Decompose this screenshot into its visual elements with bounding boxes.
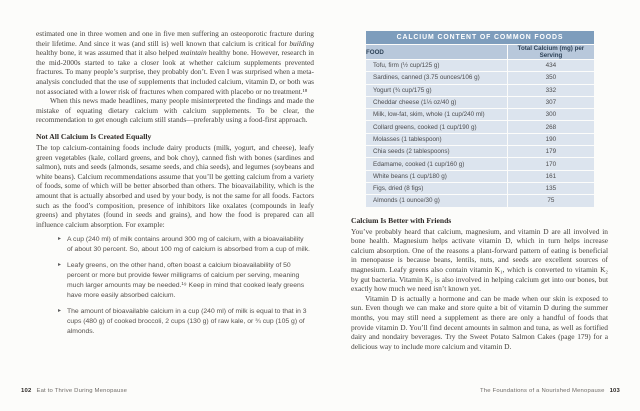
calcium-value-cell: 75	[507, 195, 594, 207]
calcium-value-cell: 268	[507, 121, 594, 133]
food-cell: Cheddar cheese (1⅓ oz/40 g)	[366, 96, 507, 108]
table-row	[366, 72, 594, 84]
bullet-text: Leafy greens, on the other hand, often boast a calcium bioavailability of 50 percent or more but provide fewer milligrams of calcium per serving, meaning much larger amounts may be needed.¹⁹ Keep in mind that cooked leafy greens have more easily absorbed calcium.	[67, 262, 305, 299]
table-row	[366, 121, 594, 133]
table-row	[366, 133, 594, 145]
bullet-text: The amount of bioavailable calcium in a cup (240 ml) of milk is equal to that in 3 cups (480 g) of cooked broccoli, 2 cups (130 g) of raw kale, or ¾ cup (105 g) of almonds.	[67, 307, 307, 335]
paragraph-headlines: When this news made headlines, many people misinterpreted the findings and made the mistake of equating dietary calcium with calcium supplements. To be clear, the recommendation to get enough calcium still stands—preferably using a food-first approach.	[36, 96, 314, 125]
table-title: CALCIUM CONTENT OF COMMON FOODS	[366, 31, 594, 45]
table-row	[366, 60, 594, 72]
calcium-content-table	[366, 31, 594, 207]
bullet-item	[58, 307, 310, 337]
page-number-right: 103	[609, 388, 620, 394]
italic-word-maintain: maintain	[180, 48, 207, 58]
bullet-arrow-icon: ▸	[58, 236, 62, 243]
calcium-value-cell: 179	[507, 146, 594, 158]
table-column-header-row	[366, 45, 594, 60]
bullet-item	[58, 235, 310, 255]
food-cell: Tofu, firm (½ cup/125 g)	[366, 60, 507, 72]
calcium-value-cell: 300	[507, 109, 594, 121]
calcium-value-cell: 135	[507, 182, 594, 194]
table-row	[366, 158, 594, 170]
bullet-arrow-icon: ▸	[58, 262, 62, 269]
food-cell: Edamame, cooked (1 cup/160 g)	[366, 158, 507, 170]
right-page	[351, 31, 608, 351]
table-row	[366, 109, 594, 121]
right-page-footer	[480, 388, 620, 394]
italic-word-building: building	[289, 38, 314, 48]
column-header-total-calcium: Total Calcium (mg) per Serving	[507, 45, 594, 60]
food-cell: Collard greens, cooked (1 cup/190 g)	[366, 121, 507, 133]
food-cell: Figs, dried (8 figs)	[366, 182, 507, 194]
table-row	[366, 182, 594, 194]
table-row	[366, 84, 594, 96]
column-header-food: FOOD	[366, 45, 507, 60]
bullet-item	[58, 261, 310, 301]
calcium-examples-bullet-list	[36, 235, 314, 336]
calcium-value-cell: 161	[507, 170, 594, 182]
page-number-left: 102	[21, 388, 32, 394]
calcium-value-cell: 332	[507, 84, 594, 96]
food-cell: Almonds (1 ounce/30 g)	[366, 195, 507, 207]
book-title: Eat to Thrive During Menopause	[36, 388, 128, 394]
food-cell: Milk, low-fat, skim, whole (1 cup/240 ml)	[366, 109, 507, 121]
paragraph-text: healthy bone, it was assumed that it also helped	[36, 48, 181, 58]
food-cell: White beans (1 cup/180 g)	[366, 170, 507, 182]
table-row	[366, 195, 594, 207]
food-cell: Yogurt (¾ cup/175 g)	[366, 84, 507, 96]
paragraph-text: healthy bone. However, research in the mid-2000s started to take a closer look at whether calcium supplements prevented fractures. To many people’s surprise, they probably don’t. Even I was surprised when a meta-analysis concluded that the use of supplements that included calcium, vitamin D, or both was not associated with a lower risk of fractures when compared with placebo or no treatment.¹⁸	[36, 48, 314, 96]
section-heading-not-all-calcium: Not All Calcium Is Created Equally	[36, 131, 152, 141]
paragraph-calcium-research	[36, 29, 314, 96]
calcium-value-cell: 434	[507, 60, 594, 72]
calcium-value-cell: 190	[507, 133, 594, 145]
food-cell: Molasses (1 tablespoon)	[366, 133, 507, 145]
table-title-row	[366, 31, 594, 45]
food-cell: Sardines, canned (3.75 ounces/106 g)	[366, 72, 507, 84]
left-page	[36, 29, 314, 343]
chapter-title: The Foundations of a Nourished Menopause	[479, 388, 605, 394]
food-cell: Chia seeds (2 tablespoons)	[366, 146, 507, 158]
bullet-text: A cup (240 ml) of milk contains around 300 mg of calcium, with a bioavailability of about 30 percent. So, about 100 mg of calcium is absorbed from a cup of milk.	[67, 236, 310, 254]
paragraph-top-calcium-foods: The top calcium-containing foods include dairy products (milk, yogurt, and cheese), leafy green vegetables (kale, collard greens, and bok choy), canned fish with bones (sardines and salmon), nuts and seeds (almonds, sesame seeds, and chia seeds), and legumes (soybeans and white beans). Calcium recommendations assume that you’ll be getting calcium from a variety of foods, some of which will be better absorbed than others. The bioavailability, which is the amount that is actually absorbed and used by your body, is not the same for all foods. Factors such as the food’s composition, presence of inhibitors like oxalates (compounds in leafy greens) and phytates (found in seeds and grains), and how the food is prepared can all influence calcium absorption. For example:	[36, 143, 314, 229]
bullet-arrow-icon: ▸	[58, 307, 62, 314]
table-row	[366, 146, 594, 158]
paragraph-vitamin-d: Vitamin D is actually a hormone and can be made when our skin is exposed to sun. Even though we can make and store quite a bit of vitamin D during the summer months, you may still need a supplement as there are only a handful of foods that provide vitamin D. You’ll find decent amounts in salmon and tuna, as well as fortified dairy and nondairy beverages. Try the Sweet Potato Salmon Cakes (page 179) for a delicious way to include more calcium and vitamin D.	[351, 293, 608, 351]
calcium-value-cell: 170	[507, 158, 594, 170]
table-body	[366, 60, 594, 207]
table-row	[366, 170, 594, 182]
paragraph-text: estimated one in three women and one in five men suffering an osteoporotic fracture during their lifetime. And since it was (and still is) well known that calcium is critical for	[36, 29, 314, 48]
calcium-value-cell: 350	[507, 72, 594, 84]
table-row	[366, 96, 594, 108]
left-page-footer	[21, 388, 127, 394]
calcium-value-cell: 307	[507, 96, 594, 108]
paragraph-calcium-friends: You’ve probably heard that calcium, magnesium, and vitamin D are all involved in bone health. Magnesium helps activate vitamin D, which in turn helps increase calcium absorption. One of the reasons a plant-forward pattern of eating is beneficial in menopause is because beans, lentils, nuts, and seeds are excellent sources of magnesium. Leafy greens also contain vitamin K₁, which is converted to vitamin K₂ by gut bacteria. Vitamin K₂ is also involved in helping calcium get into our bones, but exactly how much we need isn’t known yet.	[351, 226, 608, 294]
section-heading-calcium-friends: Calcium Is Better with Friends	[351, 215, 452, 225]
